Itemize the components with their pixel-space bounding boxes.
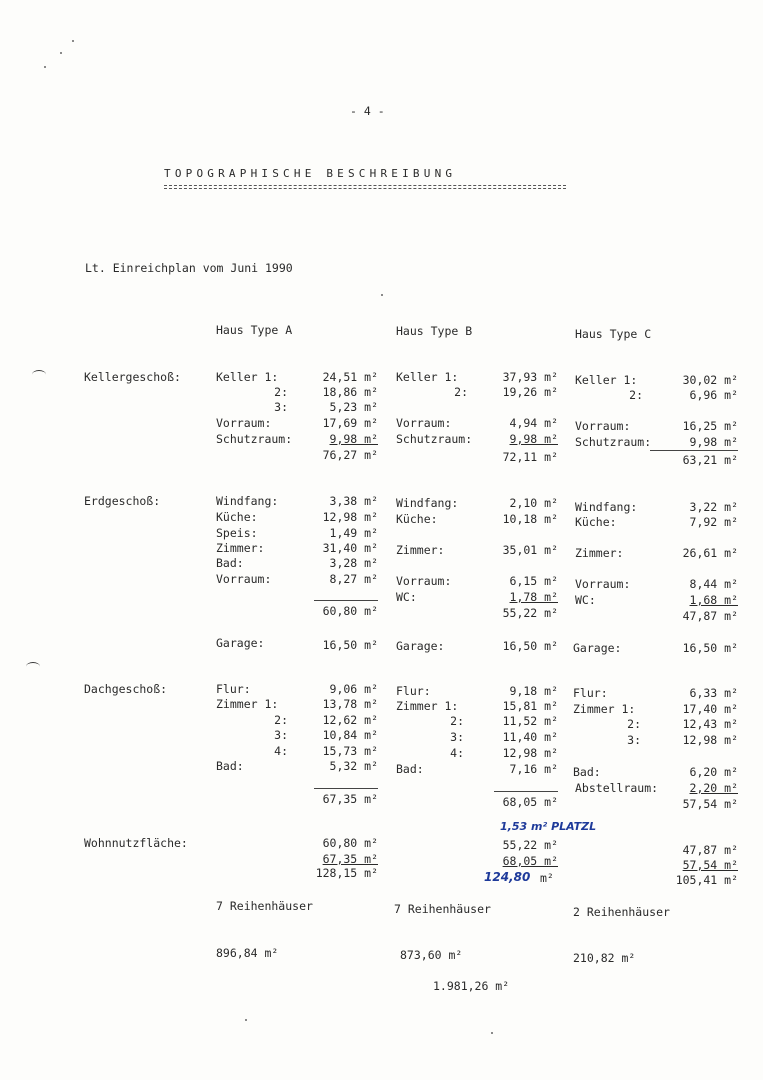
type-a-dach-value: 9,06 m² <box>329 682 378 696</box>
column-header-type-b: Haus Type B <box>396 324 473 338</box>
type-c-erd-value: 3,22 m² <box>689 500 738 514</box>
type-c-keller-value: 9,98 m² <box>689 435 738 449</box>
type-a-erd-value: 3,28 m² <box>329 556 378 570</box>
scan-speck <box>491 1032 493 1034</box>
type-c-keller-value: 30,02 m² <box>682 373 738 387</box>
scan-speck <box>60 52 62 54</box>
type-b-erd-label: Küche: <box>396 512 438 526</box>
column-header-type-a: Haus Type A <box>216 323 293 337</box>
type-b-dach-value: 15,81 m² <box>502 699 558 713</box>
type-b-garage-label: Garage: <box>396 639 445 653</box>
type-b-dach-value: 11,40 m² <box>502 730 558 744</box>
type-a-erd-label: Speis: <box>216 526 258 540</box>
type-c-dach-value: 12,98 m² <box>682 733 738 747</box>
type-c-erd-label: Zimmer: <box>575 546 624 560</box>
type-a-dach-label: Bad: <box>216 759 244 773</box>
type-b-keller-value: 37,93 m² <box>502 370 558 384</box>
type-b-erd-value: 1,78 m² <box>509 590 558 604</box>
type-b-erd-value: 10,18 m² <box>502 512 558 526</box>
type-a-erd-total: 60,80 m² <box>322 604 378 618</box>
section-kellergeschoss: Kellergeschoß: <box>84 370 181 384</box>
type-b-keller-label: Schutzraum: <box>396 432 473 446</box>
type-c-dach-label: Bad: <box>573 765 601 779</box>
type-b-erd-total: 55,22 m² <box>502 606 558 620</box>
type-c-wohn-total: 105,41 m² <box>675 873 738 887</box>
type-c-dach-value: 6,20 m² <box>689 765 738 779</box>
type-b-dach-label: Bad: <box>396 762 424 776</box>
type-c-erd-value: 7,92 m² <box>689 515 738 529</box>
type-b-handwritten-note: 1,53 m² PLATZL <box>500 820 597 833</box>
type-c-dach-label: Flur: <box>573 686 608 700</box>
type-c-erd-value: 8,44 m² <box>689 577 738 591</box>
type-a-garage-label: Garage: <box>216 636 265 650</box>
type-a-wohn-value: 60,80 m² <box>322 836 378 850</box>
type-b-wohn-total-unit: m² <box>540 871 554 885</box>
section-wohnnutzflaeche: Wohnnutzfläche: <box>84 836 188 850</box>
type-a-erd-value: 1,49 m² <box>329 526 378 540</box>
type-a-dach-label: 3: <box>274 728 288 742</box>
page-number: - 4 - <box>350 104 385 118</box>
type-a-keller-label: Keller 1: <box>216 370 279 384</box>
type-b-erd-label: Windfang: <box>396 496 459 510</box>
type-a-erd-value: 3,38 m² <box>329 494 378 508</box>
title-double-underline <box>164 185 566 186</box>
type-b-keller-value: 9,98 m² <box>509 432 558 446</box>
type-c-dach-total: 57,54 m² <box>682 797 738 811</box>
type-c-keller-value: 16,25 m² <box>682 419 738 433</box>
type-b-dach-label: 2: <box>450 714 464 728</box>
type-a-keller-value: 18,86 m² <box>322 385 378 399</box>
type-a-erd-label: Zimmer: <box>216 541 265 555</box>
sum-rule <box>314 788 378 789</box>
grand-total: 1.981,26 m² <box>433 979 510 993</box>
type-a-sum: 896,84 m² <box>216 946 279 960</box>
scan-speck <box>245 1019 247 1021</box>
type-a-dach-label: 2: <box>274 713 288 727</box>
type-b-garage-value: 16,50 m² <box>502 639 558 653</box>
type-b-keller-label: Vorraum: <box>396 416 452 430</box>
type-a-keller-label: 2: <box>274 385 288 399</box>
intro-text: Lt. Einreichplan vom Juni 1990 <box>85 261 293 275</box>
type-a-dach-value: 15,73 m² <box>322 744 378 758</box>
type-c-dach-value: 6,33 m² <box>689 686 738 700</box>
type-c-keller-label: 2: <box>629 388 643 402</box>
type-a-wohn-value: 67,35 m² <box>322 852 378 866</box>
type-b-dach-label: 3: <box>450 730 464 744</box>
type-b-keller-total: 72,11 m² <box>502 450 558 464</box>
sum-rule <box>650 450 738 451</box>
type-c-dach-label: 2: <box>627 717 641 731</box>
type-b-sum: 873,60 m² <box>400 948 463 962</box>
type-b-keller-value: 4,94 m² <box>509 416 558 430</box>
type-c-garage-value: 16,50 m² <box>682 641 738 655</box>
type-c-keller-label: Keller 1: <box>575 373 638 387</box>
type-a-keller-value: 9,98 m² <box>329 432 378 446</box>
type-b-dach-value: 7,16 m² <box>509 762 558 776</box>
type-c-garage-label: Garage: <box>573 641 622 655</box>
type-a-dach-value: 12,62 m² <box>322 713 378 727</box>
type-b-erd-value: 6,15 m² <box>509 574 558 588</box>
type-a-keller-total: 76,27 m² <box>322 448 378 462</box>
type-b-dach-value: 11,52 m² <box>502 714 558 728</box>
sum-rule <box>494 791 558 792</box>
type-a-keller-label: 3: <box>274 400 288 414</box>
type-b-keller-value: 19,26 m² <box>502 385 558 399</box>
type-c-keller-total: 63,21 m² <box>682 453 738 467</box>
type-b-keller-label: 2: <box>454 385 468 399</box>
type-c-dach-label: Zimmer 1: <box>573 702 636 716</box>
type-b-keller-label: Keller 1: <box>396 370 459 384</box>
type-b-dach-value: 12,98 m² <box>502 746 558 760</box>
type-c-dach-label: Abstellraum: <box>575 781 659 795</box>
type-b-count: 7 Reihenhäuser <box>394 902 491 916</box>
type-c-keller-label: Vorraum: <box>575 419 631 433</box>
type-c-count: 2 Reihenhäuser <box>573 905 670 919</box>
type-a-dach-value: 5,32 m² <box>329 759 378 773</box>
type-c-erd-label: Windfang: <box>575 500 638 514</box>
type-c-erd-label: WC: <box>575 593 596 607</box>
type-a-erd-label: Vorraum: <box>216 572 272 586</box>
type-a-count: 7 Reihenhäuser <box>216 899 313 913</box>
section-dachgeschoss: Dachgeschoß: <box>84 682 168 696</box>
type-a-dach-label: Flur: <box>216 682 251 696</box>
type-a-garage-value: 16,50 m² <box>322 638 378 652</box>
type-b-erd-value: 35,01 m² <box>502 543 558 557</box>
type-a-erd-label: Bad: <box>216 556 244 570</box>
type-a-erd-label: Küche: <box>216 510 258 524</box>
type-a-wohn-total: 128,15 m² <box>315 866 378 880</box>
type-b-erd-label: Vorraum: <box>396 574 452 588</box>
type-a-dach-value: 13,78 m² <box>322 697 378 711</box>
type-c-erd-value: 1,68 m² <box>689 593 738 607</box>
type-b-dach-label: Flur: <box>396 684 431 698</box>
type-a-dach-label: Zimmer 1: <box>216 697 279 711</box>
type-a-keller-value: 24,51 m² <box>322 370 378 384</box>
type-a-erd-value: 31,40 m² <box>322 541 378 555</box>
scan-speck <box>381 294 383 296</box>
type-a-dach-label: 4: <box>274 744 288 758</box>
type-c-keller-value: 6,96 m² <box>689 388 738 402</box>
column-header-type-c: Haus Type C <box>575 327 652 341</box>
type-a-keller-label: Schutzraum: <box>216 432 293 446</box>
type-a-keller-value: 5,23 m² <box>329 400 378 414</box>
type-c-keller-label: Schutzraum: <box>575 435 652 449</box>
type-a-keller-value: 17,69 m² <box>322 416 378 430</box>
document-title: TOPOGRAPHISCHE BESCHREIBUNG <box>164 167 457 180</box>
type-b-dach-total: 68,05 m² <box>502 795 558 809</box>
type-a-keller-label: Vorraum: <box>216 416 272 430</box>
type-c-wohn-value: 47,87 m² <box>682 843 738 857</box>
type-b-dach-value: 9,18 m² <box>509 684 558 698</box>
type-b-wohn-value: 68,05 m² <box>502 854 558 868</box>
type-b-erd-value: 2,10 m² <box>509 496 558 510</box>
type-a-erd-value: 12,98 m² <box>322 510 378 524</box>
type-b-wohn-total-handwritten: 124,80 <box>484 870 531 884</box>
type-a-erd-label: Windfang: <box>216 494 279 508</box>
type-c-erd-label: Küche: <box>575 515 617 529</box>
type-b-erd-label: WC: <box>396 590 417 604</box>
type-c-erd-label: Vorraum: <box>575 577 631 591</box>
type-b-erd-label: Zimmer: <box>396 543 445 557</box>
sum-rule <box>314 600 378 601</box>
type-b-wohn-value: 55,22 m² <box>502 838 558 852</box>
scan-speck <box>72 40 74 42</box>
punch-hole-mark <box>26 662 40 671</box>
type-a-dach-value: 10,84 m² <box>322 728 378 742</box>
type-c-erd-value: 26,61 m² <box>682 546 738 560</box>
title-double-underline <box>164 188 566 189</box>
scan-speck <box>44 66 46 68</box>
type-b-dach-label: Zimmer 1: <box>396 699 459 713</box>
type-c-dach-value: 2,20 m² <box>689 781 738 795</box>
type-a-dach-total: 67,35 m² <box>322 792 378 806</box>
type-b-dach-label: 4: <box>450 746 464 760</box>
section-erdgeschoss: Erdgeschoß: <box>84 494 161 508</box>
type-c-sum: 210,82 m² <box>573 951 636 965</box>
type-c-dach-label: 3: <box>627 733 641 747</box>
punch-hole-mark <box>32 370 46 379</box>
type-c-dach-value: 12,43 m² <box>682 717 738 731</box>
type-a-erd-value: 8,27 m² <box>329 572 378 586</box>
type-c-erd-total: 47,87 m² <box>682 609 738 623</box>
type-c-wohn-value: 57,54 m² <box>682 858 738 872</box>
type-c-dach-value: 17,40 m² <box>682 702 738 716</box>
